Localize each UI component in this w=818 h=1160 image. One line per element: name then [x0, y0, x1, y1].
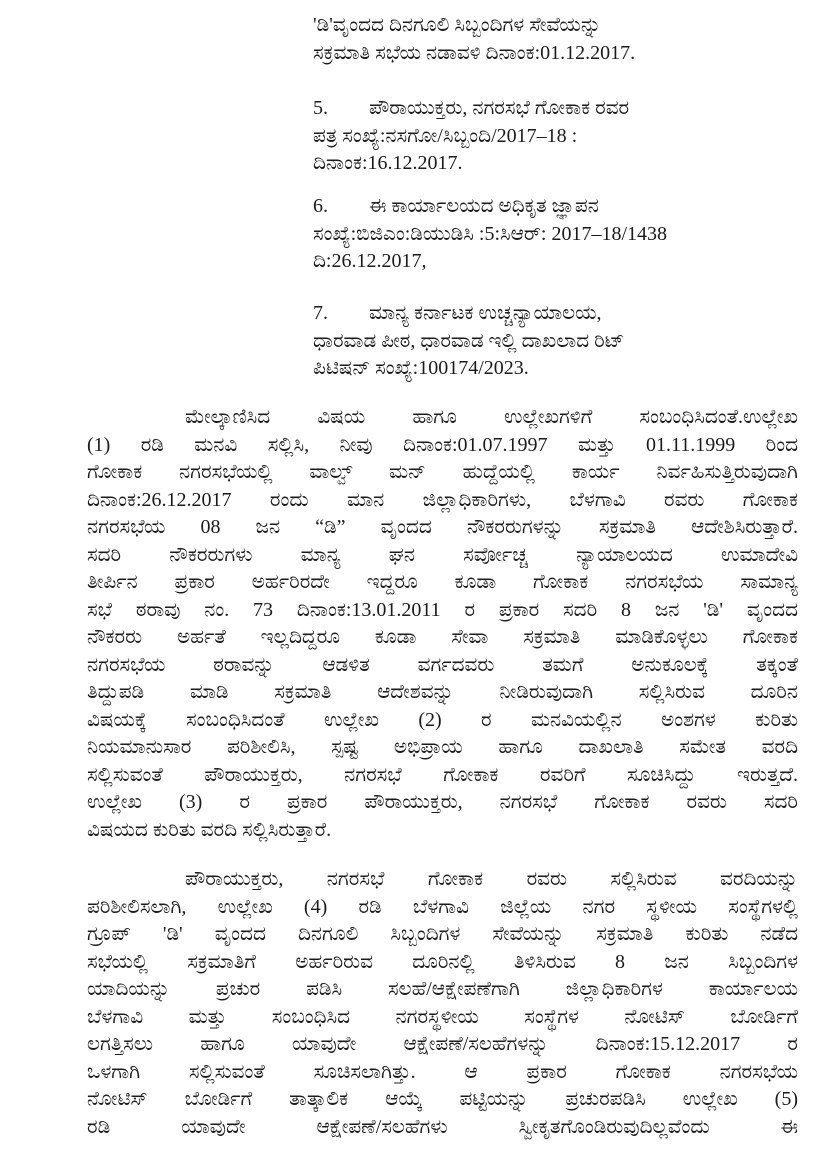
paragraph-line: ಬೆಳಗಾವಿ ಮತ್ತು ಸಂಬಂಧಿಸಿದ ನಗರಸ್ಥಳೀಯ ಸಂಸ್ಥೆಗಳ ನೋಟಿಸ್ ಬೋರ್ಡಿಗೆ: [87, 1005, 798, 1028]
paragraph-line: ಪರಿಶೀಲಿಸಲಾಗಿ, ಉಲ್ಲೇಖ (4) ರಡಿ ಬೆಳಗಾವಿ ಜಿಲ್ಲೆಯ ನಗರ ಸ್ಥಳೀಯ ಸಂಸ್ಥೆಗಳಲ್ಲಿ: [87, 895, 798, 918]
paragraph-line: ಸಭೆ ಠರಾವು ನಂ. 73 ದಿನಾಂಕ:13.01.2011 ರ ಪ್ರಕಾರ ಸದರಿ 8 ಜನ 'ಡಿ' ವೃಂದದ: [87, 598, 798, 621]
reference-text: ಪೌರಾಯುಕ್ತರು, ನಗರಸಭೆ ಗೋಕಾಕ ರವರ: [369, 97, 630, 119]
paragraph-line: ಒಳಗಾಗಿ ಸಲ್ಲಿಸುವಂತೆ ಸೂಚಿಸಲಾಗಿತ್ತು. ಆ ಪ್ರಕಾರ ಗೋಕಾಕ ನಗರಸಭೆಯ: [87, 1060, 798, 1083]
paragraph-line: ನೌಕರರು ಅರ್ಹತೆ ಇಲ್ಲದಿದ್ದರೂ ಕೂಡಾ ಸೇವಾ ಸಕ್ರಮಾತಿ ಮಾಡಿಕೊಳ್ಳಲು ಗೋಕಾಕ: [87, 626, 798, 648]
reference-number: 6.: [313, 195, 328, 217]
paragraph-line: ಸಭೆಯಲ್ಲಿ ಸಕ್ರಮಾತಿಗೆ ಅರ್ಹರಿರುವ ದೂರಿನಲ್ಲಿ ತಿಳಿಸಿರುವ 8 ಜನ ಸಿಬ್ಬಂದಿಗಳ: [87, 950, 798, 973]
paragraph-line: ಯಾದಿಯನ್ನು ಪ್ರಚುರ ಪಡಿಸಿ ಸಲಹೆ/ಆಕ್ಷೇಪಣೆಗಾಗಿ ಜಿಲ್ಲಾಧಿಕಾರಿಗಳ ಕಾರ್ಯಾಲಯ: [87, 978, 798, 1000]
reference-item-5: [313, 95, 758, 178]
paragraph-line: ತೀರ್ಪಿನ ಪ್ರಕಾರ ಅರ್ಹರಿರದೇ ಇದ್ದರೂ ಕೂಡಾ ಗೋಕಾಕ ನಗರಸಭೆಯ ಸಾಮಾನ್ಯ: [87, 571, 798, 593]
reference-line: ಸಂಖ್ಯೆ:ಬಿಜಿಎಂ:ಡಿಯುಡಿಸಿ :5:ಸಿಆರ್: 2017–18/1438: [313, 222, 667, 245]
reference-line: ಪತ್ರ ಸಂಖ್ಯೆ:ನಸಗೋ/ಸಿಬ್ಬಂದಿ/2017–18 :: [313, 124, 578, 147]
reference-line: ಸಕ್ರಮಾತಿ ಸಭೆಯ ನಡಾವಳಿ ದಿನಾಂಕ:01.12.2017.: [313, 41, 636, 64]
reference-line: ದಿನಾಂಕ:16.12.2017.: [313, 152, 463, 174]
reference-line: ದಿ:26.12.2017,: [313, 250, 427, 272]
reference-line: [313, 95, 758, 123]
reference-number: 5.: [313, 97, 328, 119]
paragraph-line: ನೋಟಿಸ್ ಬೋರ್ಡಿಗೆ ತಾತ್ಕಾಲಿಕ ಆಯ್ಕೆ ಪಟ್ಟಿಯನ್ನು ಪ್ರಚುರಪಡಿಸಿ ಉಲ್ಲೇಖ (5): [87, 1088, 798, 1110]
paragraph-line: ಗ್ರೂಪ್ 'ಡಿ' ವೃಂದದ ದಿನಗೂಲಿ ಸಿಬ್ಬಂದಿಗಳ ಸೇವೆಯನ್ನು ಸಕ್ರಮಾತಿ ಕುರಿತು ನಡೆದ: [87, 923, 798, 945]
body-paragraph-1: [87, 404, 798, 844]
body-paragraph-2: [87, 866, 798, 1141]
paragraph-line: ವಿಷಯಕ್ಕೆ ಸಂಬಂಧಿಸಿದಂತೆ ಉಲ್ಲೇಖ (2) ರ ಮನವಿಯಲ್ಲಿನ ಅಂಶಗಳ ಕುರಿತು: [87, 708, 798, 731]
paragraph-line: ಸಲ್ಲಿಸುವಂತೆ ಪೌರಾಯುಕ್ತರು, ನಗರಸಭೆ ಗೋಕಾಕ ರವರಿಗೆ ಸೂಚಿಸಿದ್ದು ಇರುತ್ತದೆ.: [87, 763, 798, 786]
reference-text: ಈ ಕಾರ್ಯಾಲಯದ ಅಧಿಕೃತ ಜ್ಞಾಪನ: [369, 195, 599, 217]
reference-item-6: [313, 193, 758, 276]
reference-text: ಮಾನ್ಯ ಕರ್ನಾಟಕ ಉಚ್ಚನ್ಯಾಯಾಲಯ,: [369, 302, 602, 324]
reference-line: [313, 300, 758, 328]
reference-number: 7.: [313, 302, 328, 324]
paragraph-line: ಸದರಿ ನೌಕರರುಗಳು ಮಾನ್ಯ ಘನ ಸರ್ವೋಚ್ಚ ನ್ಯಾಯಾಲಯದ ಉಮಾದೇವಿ: [87, 543, 798, 566]
reference-line: 'ಡಿ'ವೃಂದದ ದಿನಗೂಲಿ ಸಿಬ್ಬಂದಿಗಳ ಸೇವೆಯನ್ನು: [313, 14, 602, 36]
paragraph-line: ಪೌರಾಯುಕ್ತರು, ನಗರಸಭೆ ಗೋಕಾಕ ರವರು ಸಲ್ಲಿಸಿರುವ ವರದಿಯನ್ನು: [185, 868, 798, 890]
reference-item-4-continuation: [313, 12, 753, 67]
paragraph-line: ತಿದ್ದುಪಡಿ ಮಾಡಿ ಸಕ್ರಮಾತಿ ಆದೇಶವನ್ನು ನೀಡಿರುವುದಾಗಿ ಸಲ್ಲಿಸಿರುವ ದೂರಿನ: [87, 681, 798, 703]
paragraph-line: (1) ರಡಿ ಮನವಿ ಸಲ್ಲಿಸಿ, ನೀವು ದಿನಾಂಕ:01.07.1997 ಮತ್ತು 01.11.1999 ರಿಂದ: [87, 433, 798, 456]
paragraph-line: ಉಲ್ಲೇಖ (3) ರ ಪ್ರಕಾರ ಪೌರಾಯುಕ್ತರು, ನಗರಸಭೆ ಗೋಕಾಕ ರವರು ಸದರಿ: [87, 791, 798, 813]
paragraph-line: ರಡಿ ಯಾವುದೇ ಆಕ್ಷೇಪಣೆ/ಸಲಹೆಗಳು ಸ್ವೀಕೃತಗೊಂಡಿರುವುದಿಲ್ಲವೆಂದು ಈ: [87, 1115, 798, 1138]
paragraph-line: ಲಗತ್ತಿಸಲು ಹಾಗೂ ಯಾವುದೇ ಆಕ್ಷೇಪಣೆ/ಸಲಹೆಗಳನ್ನು ದಿನಾಂಕ:15.12.2017 ರ: [87, 1033, 798, 1055]
paragraph-line: ನಗರಸಭೆಯ 08 ಜನ “ಡಿ” ವೃಂದದ ನೌಕರರುಗಳನ್ನು ಸಕ್ರಮಾತಿ ಆದೇಶಿಸಿರುತ್ತಾರೆ.: [87, 516, 798, 538]
paragraph-line: ಮೇಲ್ಕಾಣಿಸಿದ ವಿಷಯ ಹಾಗೂ ಉಲ್ಲೇಖಗಳಿಗೆ ಸಂಬಂಧಿಸಿದಂತೆ.ಉಲ್ಲೇಖ: [185, 406, 798, 428]
paragraph-line: ವಿಷಯದ ಕುರಿತು ವರದಿ ಸಲ್ಲಿಸಿರುತ್ತಾರೆ.: [87, 818, 332, 841]
paragraph-line: ನಿಯಮಾನುಸಾರ ಪರಿಶೀಲಿಸಿ, ಸ್ಪಷ್ಟ ಅಭಿಪ್ರಾಯ ಹಾಗೂ ದಾಖಲಾತಿ ಸಮೇತ ವರದಿ: [87, 736, 798, 758]
paragraph-line: ನಗರಸಭೆಯ ಠರಾವನ್ನು ಆಡಳಿತ ವರ್ಗದವರು ತಮಗೆ ಅನುಕೂಲಕ್ಕೆ ತಕ್ಕಂತೆ: [87, 653, 798, 676]
paragraph-line: ದಿನಾಂಕ:26.12.2017 ರಂದು ಮಾನ ಜಿಲ್ಲಾಧಿಕಾರಿಗಳು, ಬೆಳಗಾವಿ ರವರು ಗೋಕಾಕ: [87, 488, 798, 511]
paragraph-line: ಗೋಕಾಕ ನಗರಸಭೆಯಲ್ಲಿ ವಾಲ್ವ್ ಮನ್ ಹುದ್ದೆಯಲ್ಲಿ ಕಾರ್ಯ ನಿರ್ವಹಿಸುತ್ತಿರುವುದಾಗಿ: [87, 461, 798, 483]
reference-line: ಪಿಟಿಷನ್ ಸಂಖ್ಯೆ:100174/2023.: [313, 357, 529, 379]
reference-line: ಧಾರವಾಡ ಪೀಠ, ಧಾರವಾಡ ಇಲ್ಲಿ ದಾಖಲಾದ ರಿಟ್: [313, 329, 625, 352]
reference-item-7: [313, 300, 758, 383]
reference-line: [313, 193, 758, 221]
